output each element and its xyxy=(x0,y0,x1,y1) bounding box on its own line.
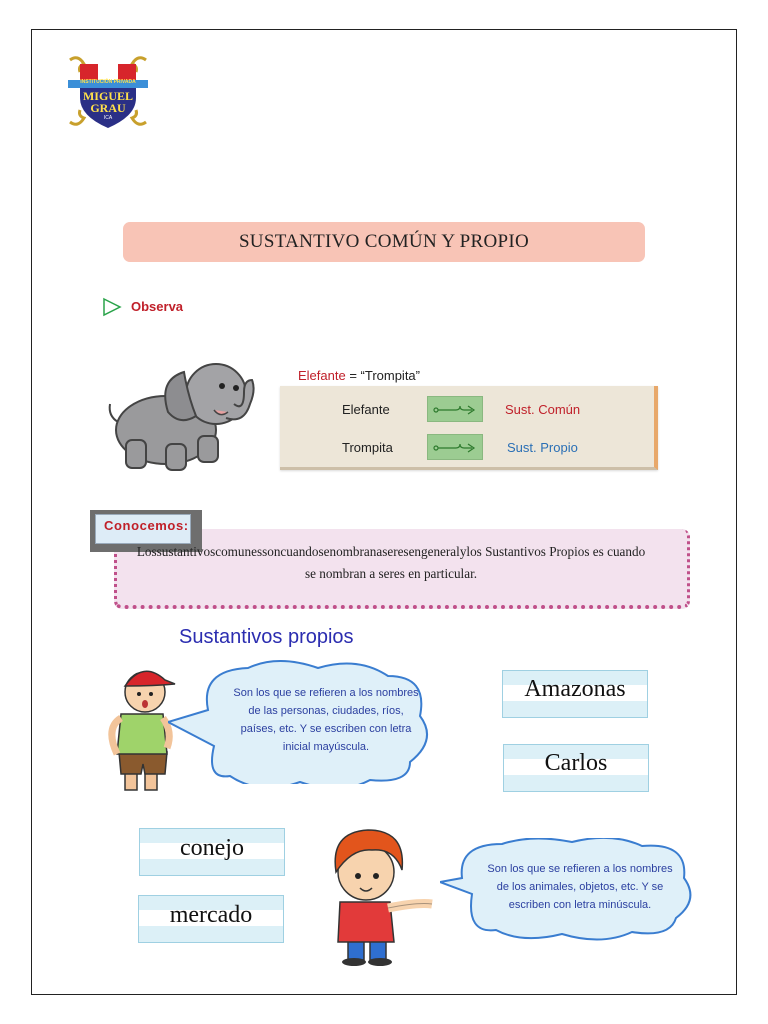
logo-banner-text: INSTITUCIÓN PRIVADA xyxy=(80,79,136,85)
cloud-text-proper xyxy=(208,684,444,756)
arrow-icon xyxy=(102,297,122,317)
logo-name-line1: MIGUEL xyxy=(82,89,133,103)
word-card-text: Carlos xyxy=(544,750,608,776)
cloud-line: de los animales, objetos, etc. Y se xyxy=(496,881,664,893)
arrow-icon xyxy=(427,396,483,422)
cloud-line: escriben con letra minúscula. xyxy=(508,899,652,911)
school-logo xyxy=(64,52,152,134)
cloud-line: Son los que se refieren a los nombres xyxy=(487,863,673,875)
conocemos-line-2: se nombran a seres en particular. xyxy=(304,566,478,581)
word-card-mercado xyxy=(138,895,284,943)
word-card-text: conejo xyxy=(180,835,244,861)
elephant-illustration xyxy=(104,352,260,474)
speech-cloud-common xyxy=(440,838,716,942)
cloud-line: de las personas, ciudades, ríos, xyxy=(248,705,404,717)
conocemos-text xyxy=(92,541,690,585)
section-heading: Sustantivos propios xyxy=(179,626,354,648)
cloud-line: inicial mayúscula. xyxy=(282,741,370,753)
cloud-text-common xyxy=(460,860,700,914)
logo-name-line3: ICA xyxy=(103,115,113,121)
word-card-text: mercado xyxy=(169,902,253,928)
boy-redhair-illustration xyxy=(326,828,442,966)
equation-left: Elefante xyxy=(298,368,346,383)
equation-equals: = xyxy=(345,368,361,383)
equation-right: “Trompita” xyxy=(360,368,420,383)
page-title: SUSTANTIVO COMÚN Y PROPIO xyxy=(238,231,530,252)
table-row-word: Elefante xyxy=(342,402,390,417)
logo-name-line2: GRAU xyxy=(90,101,126,115)
word-card-text: Amazonas xyxy=(524,676,626,702)
conocemos-tab-inner xyxy=(95,514,191,544)
conocemos-line-1: Lossustantivoscomunessoncuandosenombranaseresengeneralylos Sustantivos Propios es cuando xyxy=(136,544,646,559)
table-row-class: Sust. Propio xyxy=(507,440,578,455)
cloud-line: países, etc. Y se escriben con letra xyxy=(240,723,412,735)
word-card-carlos xyxy=(503,744,649,792)
title-banner xyxy=(123,222,645,262)
arrow-icon xyxy=(427,434,483,460)
noun-example-table xyxy=(280,386,658,470)
equation-line xyxy=(298,368,420,383)
table-row-word: Trompita xyxy=(342,440,393,455)
word-card-conejo xyxy=(139,828,285,876)
conocemos-label: Conocemos: xyxy=(104,518,189,533)
table-row-class: Sust. Común xyxy=(505,402,581,417)
speech-cloud-proper xyxy=(168,660,452,784)
observa-label: Observa xyxy=(131,299,184,314)
word-card-amazonas xyxy=(502,670,648,718)
cloud-line: Son los que se refieren a los nombres xyxy=(233,687,419,699)
